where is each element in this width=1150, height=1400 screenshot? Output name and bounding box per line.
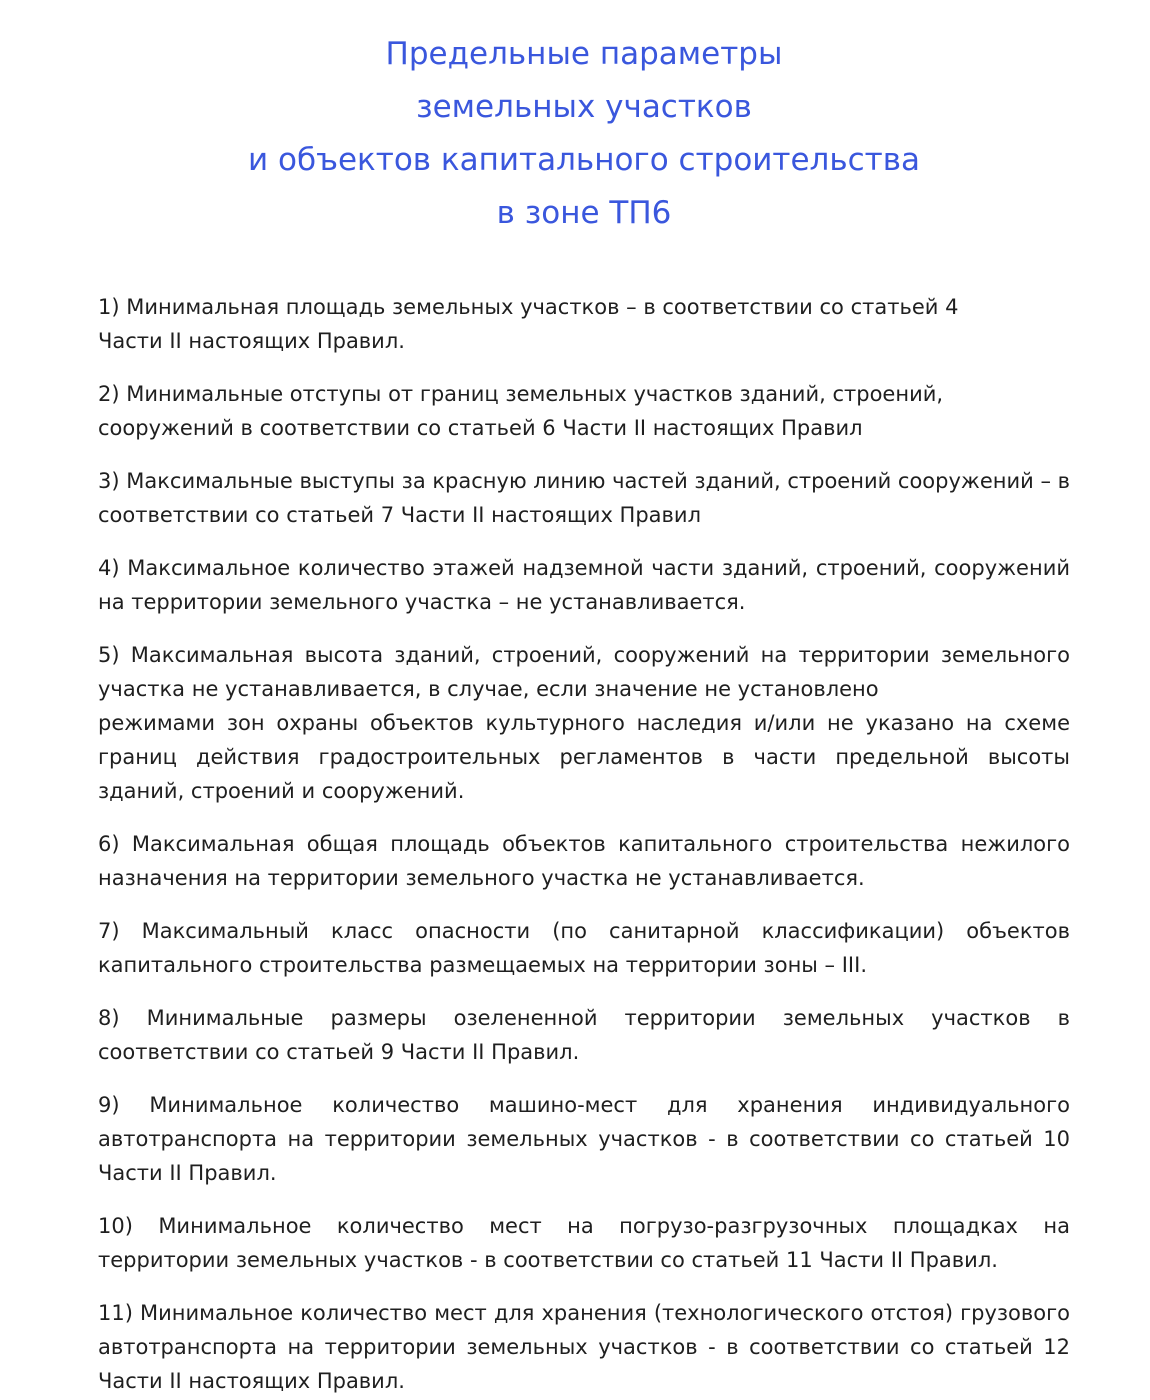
paragraph-2: 2) Минимальные отступы от границ земельных участков зданий, строений, сооружений в соответствии со статьей 6 Части II настоящих Правил (98, 382, 944, 440)
paragraph-9: 9) Минимальное количество машино-мест для хранения индивидуального автотранспорта на территории земельных участков - в соответствии со статьей 10 Части II Правил. (98, 1093, 1070, 1185)
document-body (98, 290, 1070, 1398)
title-line-3: и объектов капитального строительства (247, 142, 921, 178)
title-line-1: Предельные параметры (385, 36, 783, 72)
paragraph-10: 10) Минимальное количество мест на погрузо-разгрузочных площадках на территории земельных участков - в соответствии со статьей 11 Части II Правил. (98, 1214, 1070, 1272)
document-title (98, 28, 1070, 240)
paragraph-6: 6) Максимальная общая площадь объектов капитального строительства нежилого назначения на территории земельного участка не устанавливается. (98, 832, 1070, 890)
title-line-2: земельных участков (416, 89, 752, 125)
title-line-4: в зоне ТП6 (496, 195, 672, 231)
paragraph-11: 11) Минимальное количество мест для хранения (технологического отстоя) грузового автотранспорта на территории земельных участков - в соответствии со статьей 12 Части II настоящих Правил. (98, 1301, 1070, 1393)
paragraph-4: 4) Максимальное количество этажей надземной части зданий, строений, сооружений на территории земельного участка – не устанавливается. (98, 556, 1070, 614)
paragraph-5: 5) Максимальная высота зданий, строений, сооружений на территории земельного участка не устанавливается, в случае, если значение не установлено режимами зон охраны объектов культурного наследия и/или не указано на схеме границ действия градостроительных регламентов в части предельной высоты зданий, строений и сооружений. (98, 643, 1070, 803)
paragraph-7: 7) Максимальный класс опасности (по санитарной классификации) объектов капитального строительства размещаемых на территории зоны – III. (98, 919, 1070, 977)
paragraph-3: 3) Максимальные выступы за красную линию частей зданий, строений сооружений – в соответствии со статьей 7 Части II настоящих Правил (98, 469, 1071, 527)
paragraph-1: 1) Минимальная площадь земельных участков – в соответствии со статьей 4 Части II настоящих Правил. (98, 295, 959, 353)
paragraph-8: 8) Минимальные размеры озелененной территории земельных участков в соответствии со статьей 9 Части II Правил. (98, 1006, 1070, 1064)
